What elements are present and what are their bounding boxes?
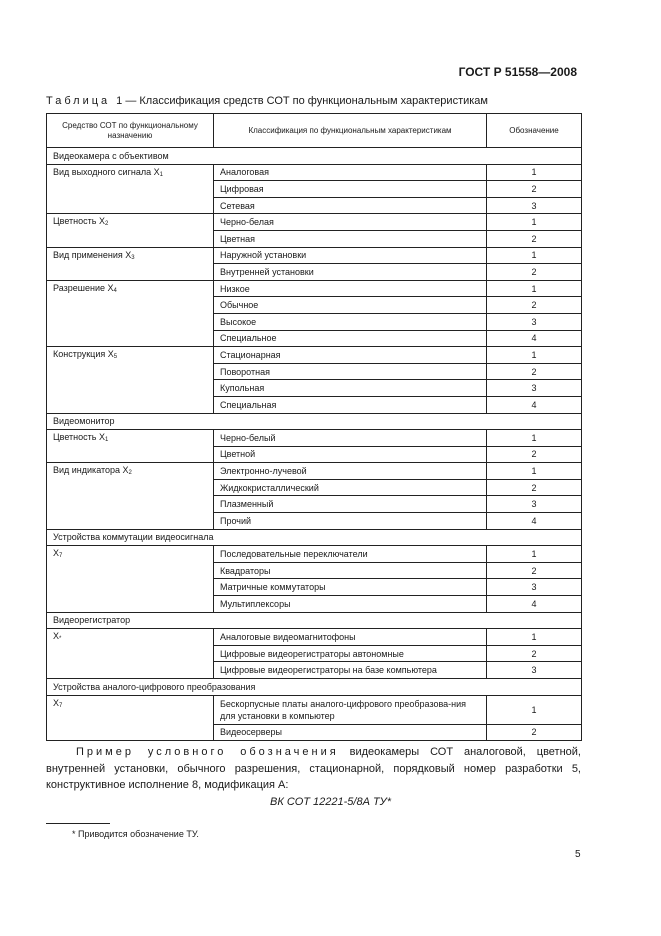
classification-cell: Квадраторы: [214, 562, 487, 579]
designation-cell: 2: [487, 230, 582, 247]
example-text: видеокамеры СОТ аналоговой, цветной, внутренней установки, обычного разрешения, стационарной, порядковый номер разработки 5, конструктивное исполнение 8, модификация А:: [46, 746, 581, 791]
designation-cell: 2: [487, 645, 582, 662]
classification-cell: Видеосерверы: [214, 724, 487, 741]
group-index: 1: [159, 171, 163, 178]
group-label: [47, 347, 214, 413]
designation-cell: 3: [487, 496, 582, 513]
table-row: [47, 463, 582, 480]
column-header-means: Средство СОТ по функциональному назначению: [47, 114, 214, 148]
designation-cell: 4: [487, 396, 582, 413]
footnote-divider: [46, 823, 110, 824]
table-row: [47, 629, 582, 646]
classification-cell: Жидкокристаллический: [214, 479, 487, 496]
group-label: [47, 164, 214, 214]
group-name: X: [53, 548, 60, 559]
table-caption-title: — Классификация средств СОТ по функциональным характеристикам: [125, 95, 488, 107]
designation-cell: 4: [487, 330, 582, 347]
classification-cell: Электронно-лучевой: [214, 463, 487, 480]
group-name: Вид выходного сигнала X: [53, 166, 160, 177]
table-header-row: [47, 114, 582, 148]
section-row: [47, 679, 582, 696]
group-index: 1: [104, 437, 109, 444]
classification-cell: Цифровая: [214, 181, 487, 198]
section-row: [47, 529, 582, 546]
designation-cell: 1: [487, 214, 582, 231]
classification-cell: Цифровые видеорегистраторы на базе компьютера: [214, 662, 487, 679]
classification-cell: Аналоговая: [214, 164, 487, 181]
classification-cell: Плазменный: [214, 496, 487, 513]
section-row: [47, 612, 582, 629]
group-index: 3: [131, 254, 135, 261]
section-title: Видеомонитор: [47, 413, 582, 430]
group-label: [47, 463, 214, 529]
group-name: X: [53, 697, 60, 708]
classification-cell: Низкое: [214, 280, 487, 297]
table-row: [47, 214, 582, 231]
classification-cell: Наружной установки: [214, 247, 487, 264]
group-label: [47, 695, 214, 741]
designation-cell: 1: [487, 695, 582, 724]
classification-table: [46, 113, 582, 741]
table-row: [47, 247, 582, 264]
group-name: Цветность X: [53, 216, 105, 227]
group-name: Разрешение X: [53, 282, 114, 293]
designation-cell: 2: [487, 264, 582, 281]
page-number: 5: [575, 849, 581, 860]
designation-cell: 3: [487, 662, 582, 679]
group-label: [47, 247, 214, 280]
designation-cell: 1: [487, 629, 582, 646]
designation-cell: 3: [487, 380, 582, 397]
classification-cell: Прочий: [214, 513, 487, 530]
group-label: [47, 546, 214, 612]
column-header-designation: Обозначение: [487, 114, 582, 148]
group-index: 7: [59, 702, 63, 709]
classification-cell: Аналоговые видеомагнитофоны: [214, 629, 487, 646]
column-header-classification: Классификация по функциональным характеристикам: [214, 114, 487, 148]
designation-cell: 2: [487, 562, 582, 579]
table-caption: [46, 95, 488, 107]
group-label: [47, 629, 214, 679]
group-name: Вид применения X: [53, 249, 132, 260]
group-label: [47, 214, 214, 247]
designation-cell: 2: [487, 363, 582, 380]
designation-cell: 1: [487, 430, 582, 447]
classification-cell: Сетевая: [214, 197, 487, 214]
designation-cell: 3: [487, 197, 582, 214]
group-name: X: [53, 631, 60, 642]
designation-cell: 1: [487, 463, 582, 480]
section-row: [47, 148, 582, 165]
designation-code: ВК СОТ 12221-5/8А ТУ*: [270, 796, 391, 808]
classification-cell: Цветной: [214, 446, 487, 463]
group-index: 2: [104, 221, 109, 228]
classification-cell: Цифровые видеорегистраторы автономные: [214, 645, 487, 662]
classification-cell: Внутренней установки: [214, 264, 487, 281]
classification-cell: Стационарная: [214, 347, 487, 364]
classification-cell: Специальная: [214, 396, 487, 413]
table-row: [47, 347, 582, 364]
designation-cell: 2: [487, 181, 582, 198]
group-label: [47, 430, 214, 463]
designation-cell: 2: [487, 724, 582, 741]
classification-cell: Специальное: [214, 330, 487, 347]
classification-cell: Бескорпусные платы аналого-цифрового преобразова-ния для установки в компьютер: [214, 695, 487, 724]
designation-cell: 1: [487, 546, 582, 563]
classification-cell: Черно-белый: [214, 430, 487, 447]
designation-cell: 1: [487, 164, 582, 181]
classification-cell: Обычное: [214, 297, 487, 314]
example-lead: Пример условного обозначения: [76, 746, 339, 758]
designation-cell: 2: [487, 446, 582, 463]
classification-cell: Черно-белая: [214, 214, 487, 231]
classification-cell: Поворотная: [214, 363, 487, 380]
designation-cell: 1: [487, 347, 582, 364]
designation-cell: 4: [487, 596, 582, 613]
footnote: * Приводится обозначение ТУ.: [72, 829, 199, 839]
designation-cell: 2: [487, 297, 582, 314]
section-title: Видеорегистратор: [47, 612, 582, 629]
group-index: 4: [113, 287, 117, 294]
table-row: [47, 430, 582, 447]
table-body: [47, 148, 582, 741]
classification-cell: Высокое: [214, 313, 487, 330]
group-label: [47, 280, 214, 346]
table-row: [47, 546, 582, 563]
classification-cell: Купольная: [214, 380, 487, 397]
classification-cell: Мультиплексоры: [214, 596, 487, 613]
designation-cell: 4: [487, 513, 582, 530]
section-row: [47, 413, 582, 430]
group-name: Цветность X: [53, 432, 105, 443]
group-name: Конструкция X: [53, 349, 114, 360]
table-row: [47, 695, 582, 724]
designation-cell: 3: [487, 313, 582, 330]
group-index: 2: [128, 470, 132, 477]
classification-cell: Цветная: [214, 230, 487, 247]
section-title: Устройства коммутации видеосигнала: [47, 529, 582, 546]
table-caption-prefix: Таблица 1: [46, 95, 126, 107]
classification-cell: Последовательные переключатели: [214, 546, 487, 563]
table-row: [47, 164, 582, 181]
section-title: Видеокамера с объективом: [47, 148, 582, 165]
group-index: *: [59, 636, 62, 643]
group-name: Вид индикатора X: [53, 465, 129, 476]
designation-cell: 1: [487, 280, 582, 297]
designation-cell: 2: [487, 479, 582, 496]
group-index: 7: [59, 553, 63, 560]
designation-cell: 1: [487, 247, 582, 264]
document-id: ГОСТ Р 51558—2008: [458, 65, 577, 79]
section-title: Устройства аналого-цифрового преобразования: [47, 679, 582, 696]
designation-cell: 3: [487, 579, 582, 596]
classification-cell: Матричные коммутаторы: [214, 579, 487, 596]
group-index: 5: [113, 354, 118, 361]
example-paragraph: [46, 744, 581, 794]
table-row: [47, 280, 582, 297]
